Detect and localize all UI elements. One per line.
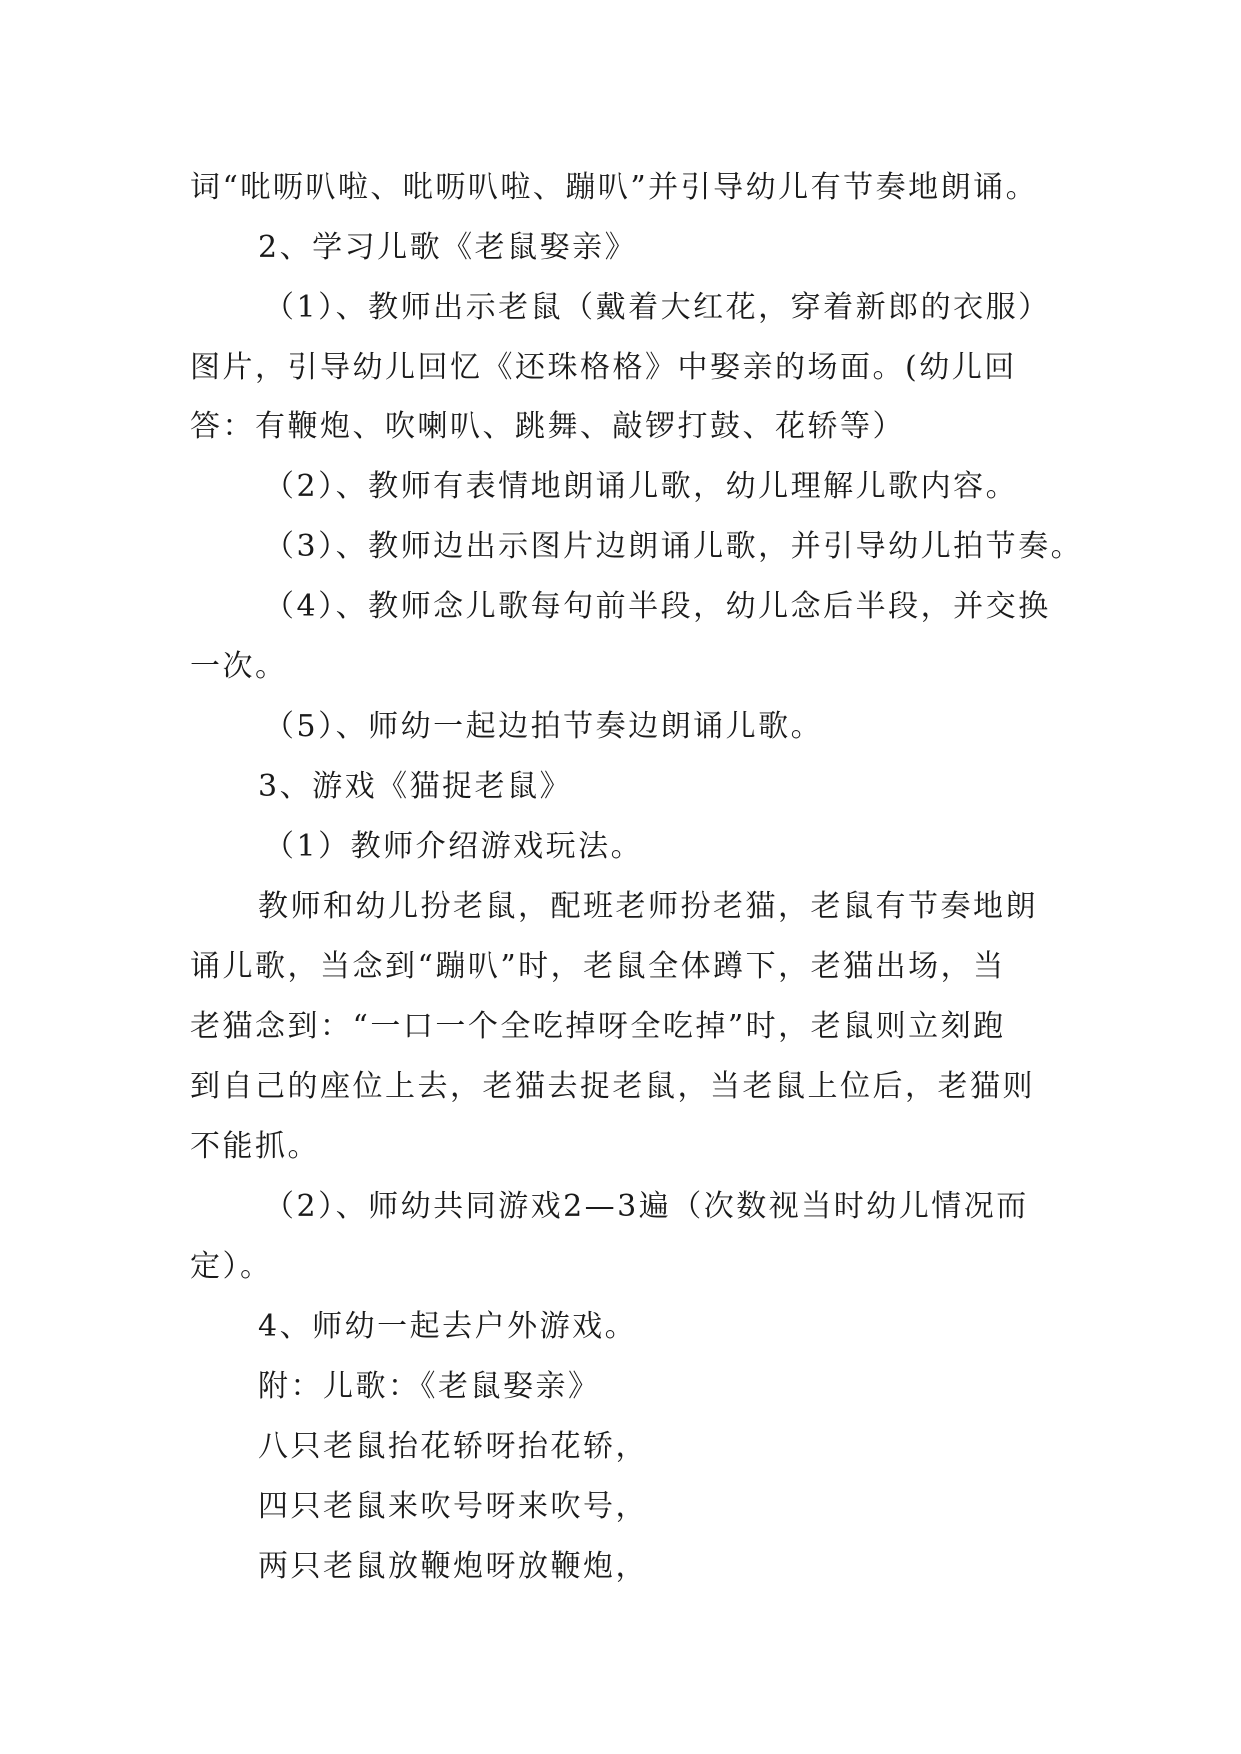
text-line: （3）、教师边出示图片边朗诵儿歌，并引导幼儿拍节奏。: [264, 529, 1084, 564]
text-line: 附：儿歌：《老鼠娶亲》: [258, 1369, 601, 1404]
text-line: 一次。: [190, 649, 288, 684]
text-line: 老猫念到：“一口一个全吃掉呀全吃掉”时，老鼠则立刻跑: [190, 1009, 1006, 1044]
text-line: 诵儿歌，当念到“蹦叭”时，老鼠全体蹲下，老猫出场，当: [190, 949, 1006, 984]
text-line: 图片，引导幼儿回忆《还珠格格》中娶亲的场面。(幼儿回: [190, 350, 1017, 385]
text-line: （4）、教师念儿歌每句前半段，幼儿念后半段，并交换: [264, 589, 1051, 624]
text-line: 词“吡呖叭啦、吡呖叭啦、蹦叭”并引导幼儿有节奏地朗诵。: [190, 170, 1039, 205]
text-line: 定）。: [190, 1249, 273, 1284]
section-heading: 3、游戏《猫捉老鼠》: [258, 769, 573, 804]
text-line: （1）、教师出示老鼠（戴着大红花，穿着新郎的衣服）: [264, 290, 1051, 325]
poem-line: 两只老鼠放鞭炮呀放鞭炮，: [258, 1549, 648, 1584]
section-heading: 2、学习儿歌《老鼠娶亲》: [258, 230, 638, 265]
poem-line: 八只老鼠抬花轿呀抬花轿，: [258, 1429, 648, 1464]
text-line: （2）、师幼共同游戏2—3遍（次数视当时幼儿情况而: [264, 1189, 1029, 1224]
text-line: 教师和幼儿扮老鼠，配班老师扮老猫，老鼠有节奏地朗: [258, 889, 1038, 924]
text-line: 不能抓。: [190, 1129, 320, 1164]
section-heading: 4、师幼一起去户外游戏。: [258, 1309, 638, 1344]
text-line: （1）教师介绍游戏玩法。: [264, 829, 644, 864]
text-line: （2）、教师有表情地朗诵儿歌，幼儿理解儿歌内容。: [264, 469, 1019, 504]
poem-line: 四只老鼠来吹号呀来吹号，: [258, 1489, 648, 1524]
text-line: 到自己的座位上去，老猫去捉老鼠，当老鼠上位后，老猫则: [190, 1069, 1035, 1104]
text-line: 答：有鞭炮、吹喇叭、跳舞、敲锣打鼓、花轿等）: [190, 409, 905, 444]
text-line: （5）、师幼一起边拍节奏边朗诵儿歌。: [264, 709, 824, 744]
